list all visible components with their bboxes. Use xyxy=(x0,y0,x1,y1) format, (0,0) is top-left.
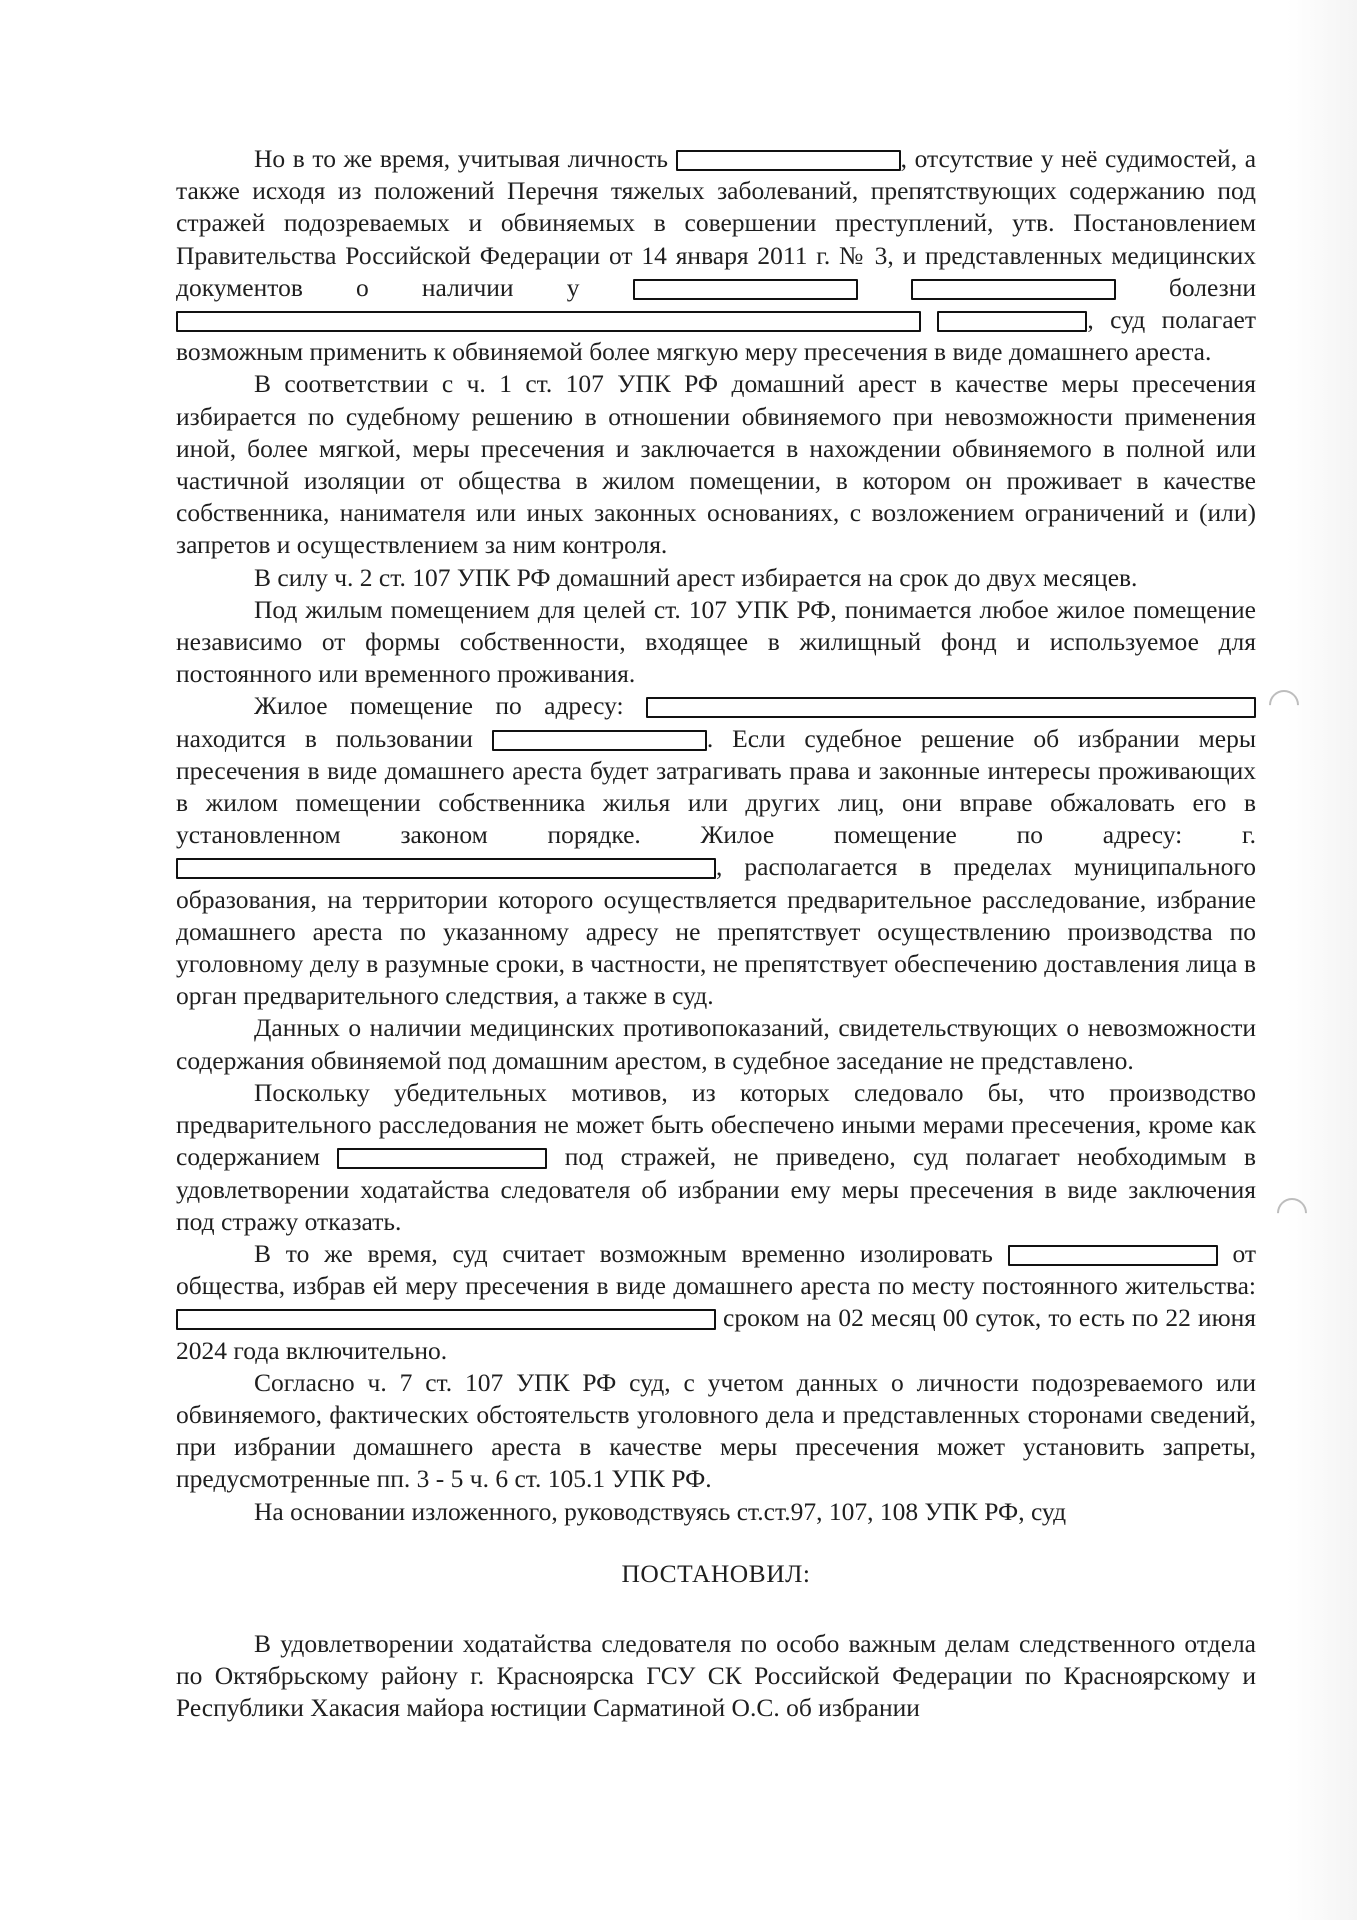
paragraph-8 xyxy=(176,1238,1256,1367)
document-body xyxy=(176,143,1256,1725)
paragraph-2: В соответствии с ч. 1 ст. 107 УПК РФ домашний арест в качестве меры пресечения избирается по судебному решению в отношении обвиняемого при невозможности применения иной, более мягкой, меры пресечения и заключается в нахождении обвиняемого в полной или частичной изоляции от общества в жилом помещении, в котором он проживает в качестве собственника, нанимателя или иных законных основаниях, с возложением ограничений и (или) запретов и осуществлением за ним контроля. xyxy=(176,369,1256,560)
redaction-box xyxy=(176,1309,716,1330)
redaction-box xyxy=(492,730,707,751)
text-span: Но в то же время, учитывая личность xyxy=(254,144,668,173)
text-span: . Если судебное решение об избрании меры пресечения в виде домашнего ареста будет затрагивать права и законные интересы проживающих в жилом помещении собственника жилья или других лиц, они вправе обжаловать его в установленном законом порядке. Жилое помещение по адресу: г. xyxy=(176,723,1256,850)
redaction-box xyxy=(633,279,858,300)
redaction-box xyxy=(911,279,1116,300)
redaction-box xyxy=(176,858,716,879)
redaction-box xyxy=(676,150,901,171)
paragraph-7 xyxy=(176,1077,1256,1238)
text-span: сроком на 02 месяц 00 суток, то есть по 22 июня 2024 года включительно. xyxy=(176,1303,1257,1365)
paragraph-6: Данных о наличии медицинских противопоказаний, свидетельствующих о невозможности содержания обвиняемой под домашним арестом, в судебное заседание не представлено. xyxy=(176,1013,1256,1075)
text-span: болезни xyxy=(1168,272,1256,302)
text-span: от общества, избрав ей меру пресечения в виде домашнего ареста по месту постоянного жительства: xyxy=(176,1238,1257,1301)
paragraph-11: В удовлетворении ходатайства следователя по особо важным делам следственного отдела по Октябрьскому району г. Красноярска ГСУ СК Российской Федерации по Красноярскому и Республики Хакасия майора юстиции Сарматиной О.С. об избрании xyxy=(176,1628,1256,1723)
text-span: Поскольку убедительных мотивов, из которых следовало бы, что производство предварительного расследования не может быть обеспечено иными мерами пресечения, кроме как содержанием xyxy=(176,1077,1256,1172)
redaction-box xyxy=(176,311,921,332)
text-span: , отсутствие у неё судимостей, а также исходя из положений Перечня тяжелых заболеваний, препятствующих содержанию под стражей подозреваемых и обвиняемых в совершении преступлений, утв. Постановлением Правительства Российской Федерации от 14 января 2011 г. № 3, и представленных медицинских документов о наличии у xyxy=(176,144,1257,302)
paragraph-3: В силу ч. 2 ст. 107 УПК РФ домашний арест избирается на срок до двух месяцев. xyxy=(254,562,1138,592)
redaction-box xyxy=(337,1148,547,1169)
ruling-heading: ПОСТАНОВИЛ: xyxy=(621,1558,811,1588)
paragraph-1 xyxy=(176,143,1256,368)
paragraph-9: Согласно ч. 7 ст. 107 УПК РФ суд, с учетом данных о личности подозреваемого или обвиняемого, фактических обстоятельств уголовного дела и представленных сторонами сведений, при избрании домашнего ареста в качестве меры пресечения может установить запреты, предусмотренные пп. 3 - 5 ч. 6 ст. 105.1 УПК РФ. xyxy=(176,1367,1256,1494)
paragraph-4: Под жилым помещением для целей ст. 107 УПК РФ, понимается любое жилое помещение независимо от формы собственности, входящее в жилищный фонд и используемое для постоянного или временного проживания. xyxy=(176,594,1256,689)
text-span: под стражей, не приведено, суд полагает необходимым в удовлетворении ходатайства следователя об избрании ему меры пресечения в виде заключения под стражу отказать. xyxy=(176,1142,1257,1236)
text-span: В то же время, суд считает возможным временно изолировать xyxy=(254,1238,993,1268)
scan-edge-shadow xyxy=(1287,0,1357,1920)
paragraph-10: На основании изложенного, руководствуясь ст.ст.97, 107, 108 УПК РФ, суд xyxy=(254,1496,1067,1526)
text-span: , располагается в пределах муниципального образования, на территории которого осуществляется предварительное расследование, избрание домашнего ареста по указанному адресу не препятствует осуществлению производства по уголовному делу в разумные сроки, в частности, не препятствует обеспечению доставления лица в орган предварительного следствия, а также в суд. xyxy=(176,852,1256,1011)
redaction-box xyxy=(1008,1245,1218,1266)
redaction-box xyxy=(646,697,1256,718)
redaction-box xyxy=(937,311,1087,332)
text-span: находится в пользовании xyxy=(176,723,473,753)
paragraph-5 xyxy=(176,690,1256,1012)
text-span: , суд полагает возможным применить к обвиняемой более мягкую меру пресечения в виде домашнего ареста. xyxy=(176,305,1256,367)
text-span: Жилое помещение по адресу: xyxy=(254,691,624,721)
